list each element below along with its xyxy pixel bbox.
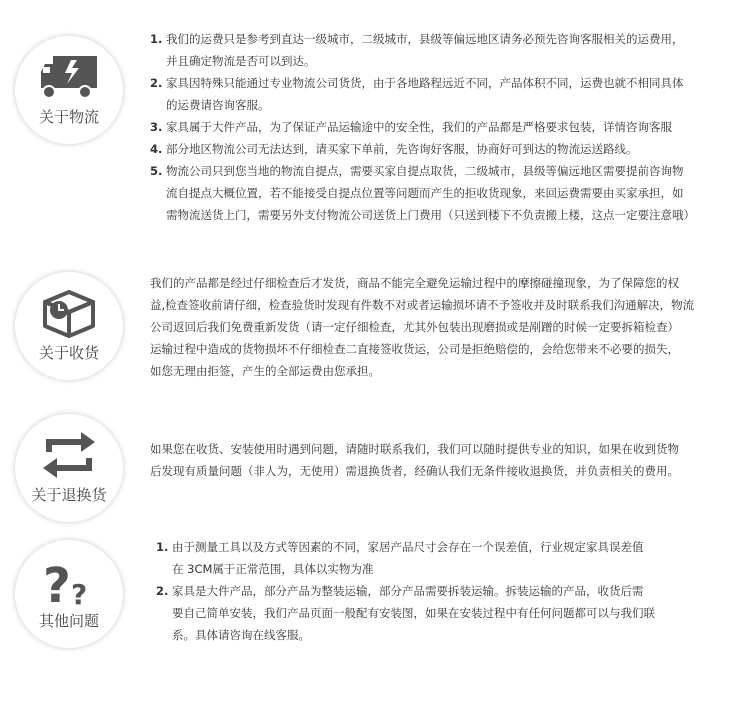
returns-text: 如果您在收货、安装使用时遇到问题，请随时联系我们，我们可以随时提供专业的知识，如果在收到货物 后发现有质量问题（非人为，无使用）需退换货者，经确认我们无条件接收退换货，并负责相关的费用。 bbox=[150, 442, 679, 478]
list-item: 2. 家具因特殊只能通过专业物流公司货货，由于各地路程远近不同，产品体积不同，运费也就不相同具体 的运费请咨询客服。 bbox=[150, 76, 684, 112]
package-clock-icon bbox=[39, 288, 99, 340]
list-item: 3. 家具属于大件产品，为了保证产品运输途中的安全性，我们的产品都是严格要求包装，详情咨询客服 bbox=[150, 120, 672, 134]
list-item: 1. 我们的运费只是参考到直达一级城市，二级城市，县级等偏远地区请务必预先咨询客服相关的运费用， 并且确定物流是否可以到达。 bbox=[150, 32, 684, 68]
returns-badge bbox=[15, 414, 123, 522]
other-text bbox=[156, 536, 726, 646]
receiving-text: 我们的产品都是经过仔细检查后才发货，商品不能完全避免运输过程中的摩擦碰撞现象，为了保障您的权 益,检查签收前请仔细，检查验货时发现有件数不对或者运输损坏请不予签收并及时联系我们沟通解决，物流 公司返回后我们免费重新发货（请一定仔细检查，尤其外包装出现磨损或是剐蹭的时候一定要拆箱检查） 运输过程中造成的货物损坏不仔细检查二直接签收货运，公司是拒绝赔偿的，会给您带来不必要的损失， 如您无理由拒签，产生的全部运费由您承担。 bbox=[150, 276, 695, 378]
truck-icon bbox=[39, 52, 99, 102]
question-marks-icon bbox=[39, 556, 99, 608]
other-title: 其他问题 bbox=[38, 612, 99, 630]
receiving-title: 关于收货 bbox=[38, 344, 99, 362]
receiving-badge bbox=[15, 272, 123, 380]
svg-text:?: ? bbox=[43, 558, 71, 608]
returns-title: 关于退换货 bbox=[31, 486, 107, 504]
list-item: 1. 由于测量工具以及方式等因素的不同，家居产品尺寸会存在一个误差值，行业规定家具误差值 在 3CM属于正常范围，具体以实物为准 bbox=[156, 540, 644, 576]
list-item: 5. 物流公司只到您当地的物流自提点，需要买家自提点取货，二级城市，县级等偏远地区需要提前咨询物 流自提点大概位置，若不能接受自提点位置等问题而产生的拒收货现象，来回运费需要由买家承担，如 需物流送货上门，需要另外支付物流公司送货上门费用（只送到楼下不负责搬上楼，这点一定要注意哦） bbox=[150, 164, 695, 222]
exchange-arrows-icon bbox=[39, 430, 99, 480]
list-item: 2. 家具是大件产品，部分产品为整装运输，部分产品需要拆装运输。拆装运输的产品，收货后需 要自己简单安装，我们产品页面一般配有安装图，如果在安装过程中有任何问题都可以与我们联 系。具体请咨询在线客服。 bbox=[156, 584, 655, 642]
svg-text:?: ? bbox=[71, 578, 88, 608]
list-item: 4. 部分地区物流公司无法达到，请买家下单前，先咨询好客服，协商好可到达的物流运送路线。 bbox=[150, 142, 638, 156]
logistics-text bbox=[150, 28, 730, 226]
logistics-badge bbox=[15, 36, 123, 144]
logistics-title: 关于物流 bbox=[38, 108, 99, 126]
other-badge bbox=[15, 540, 123, 648]
